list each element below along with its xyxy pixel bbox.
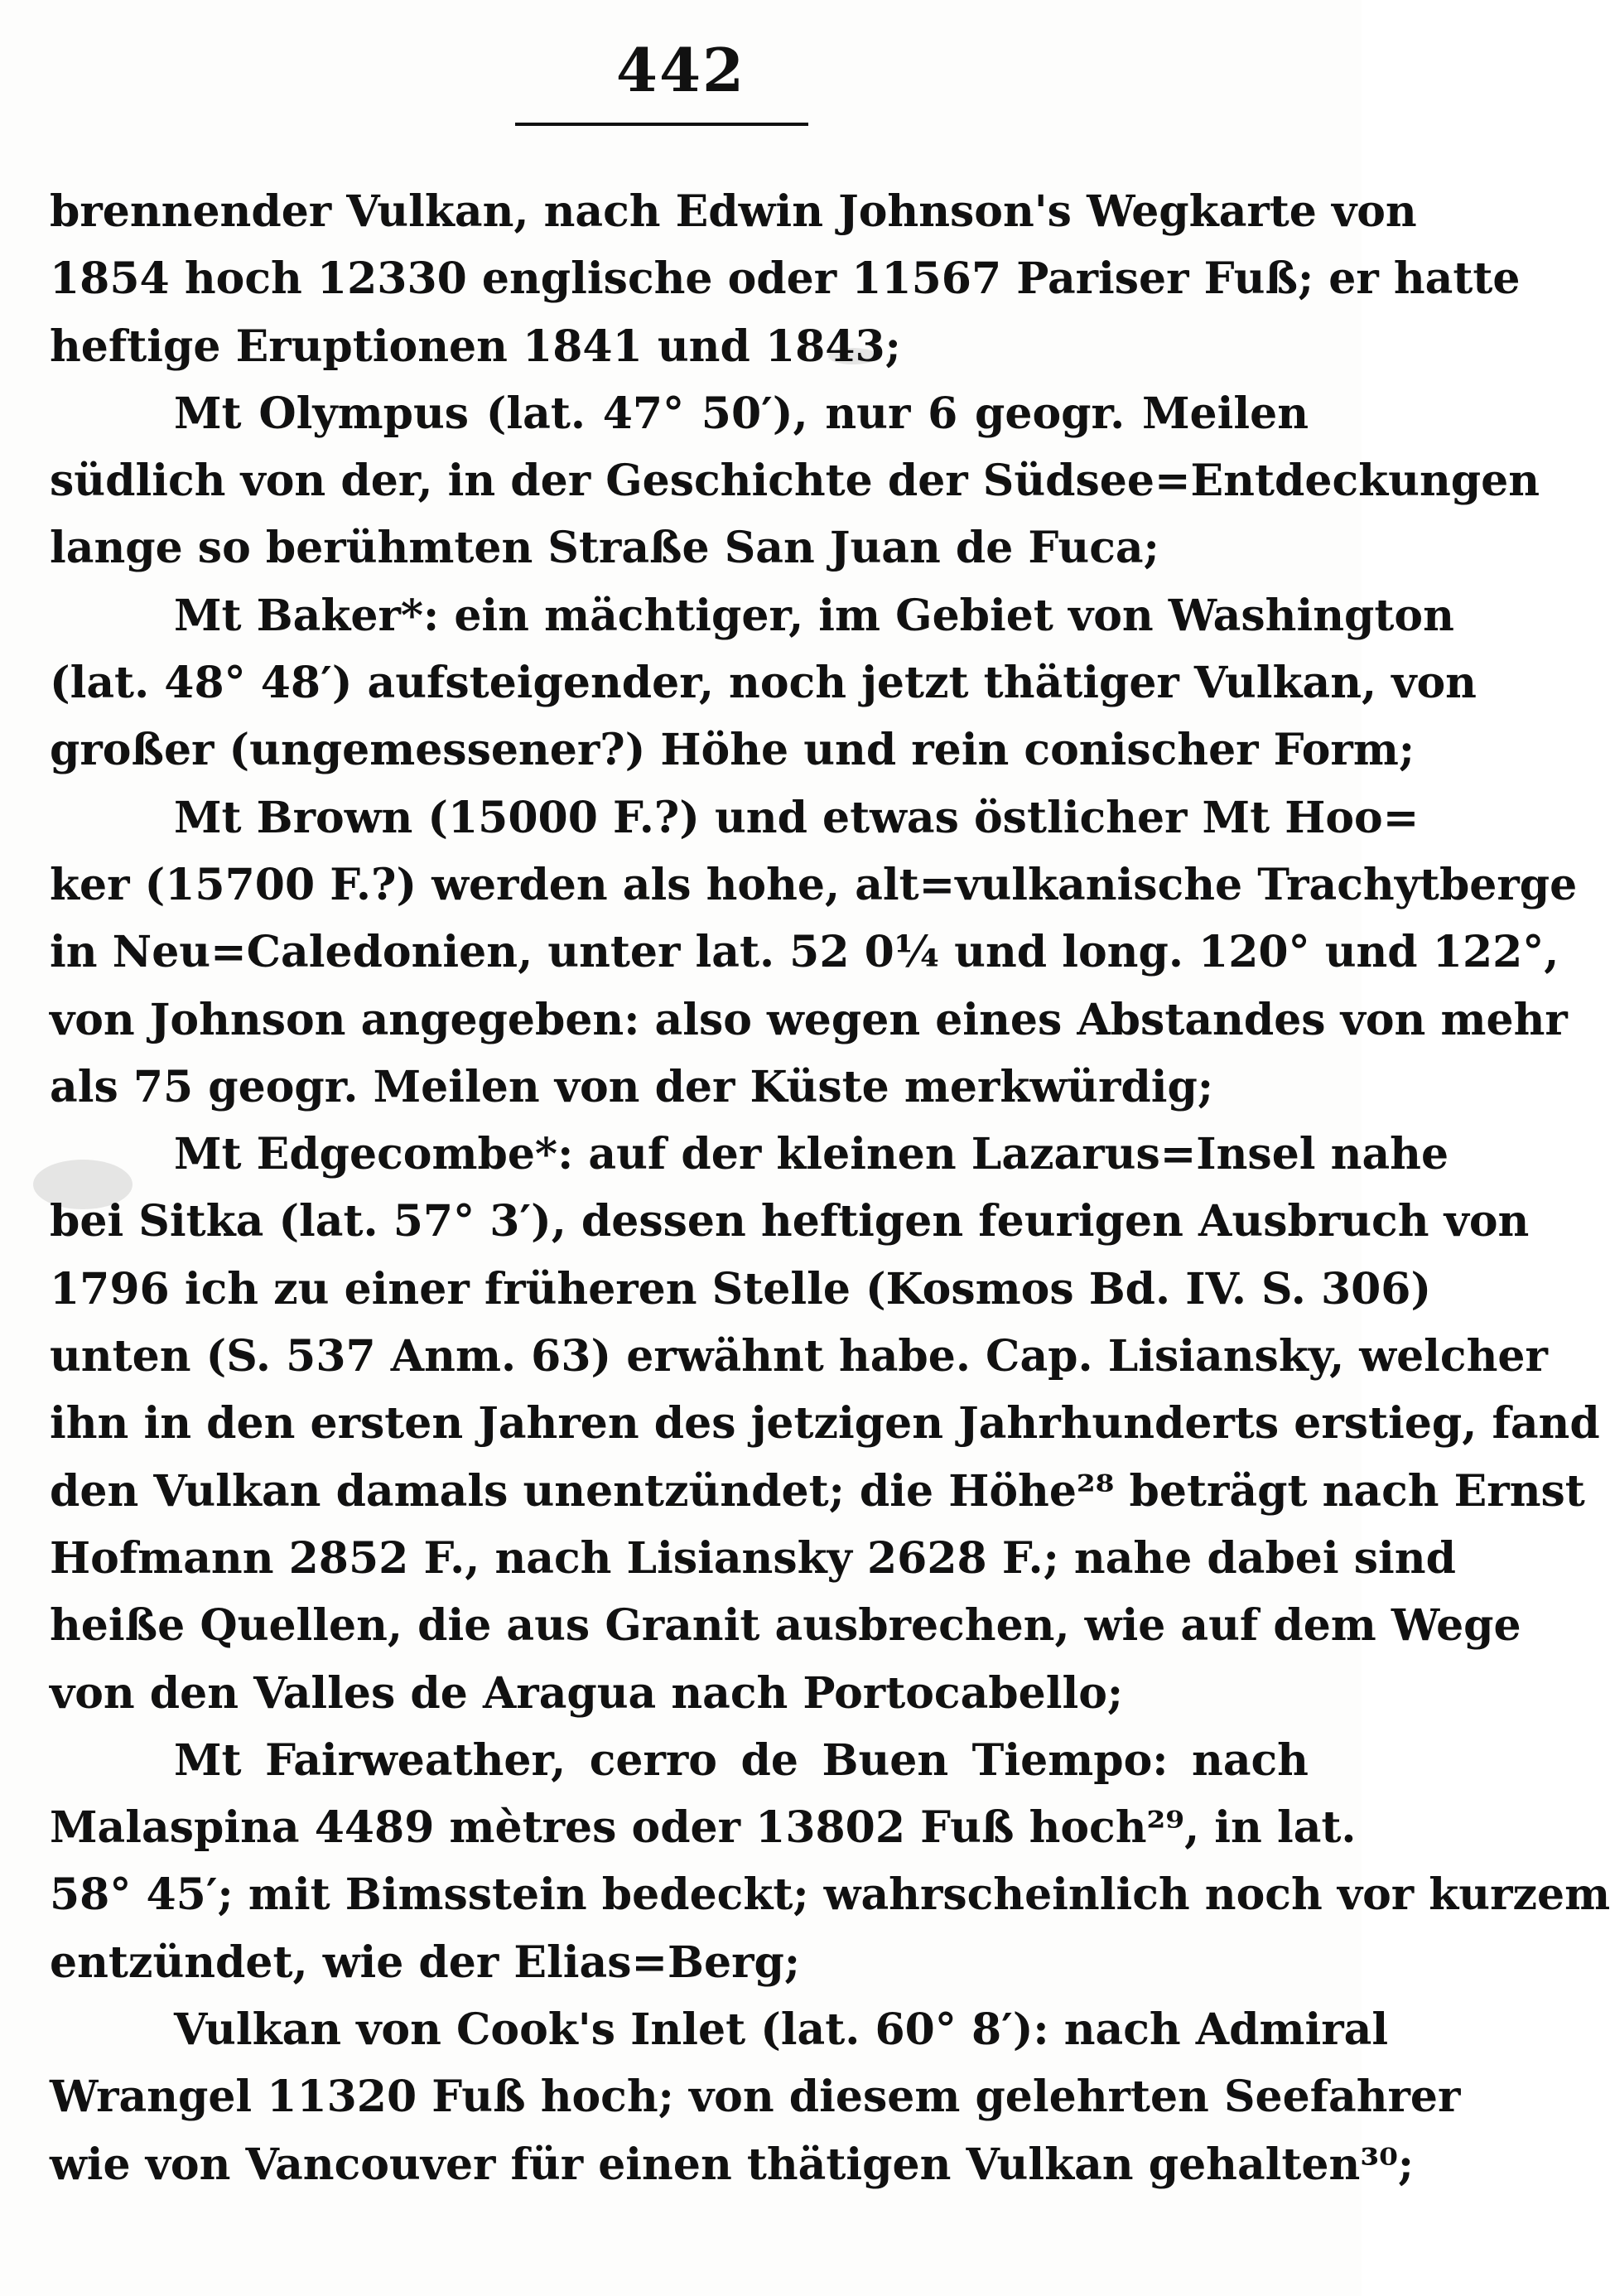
text-line: brennender Vulkan, nach Edwin Johnson's Wegkarte von xyxy=(50,186,1417,237)
text-line: wie von Vancouver für einen thätigen Vulkan gehalten³⁰; xyxy=(50,2139,1415,2190)
text-line: den Vulkan damals unentzündet; die Höhe²⁸ beträgt nach Ernst xyxy=(50,1465,1585,1517)
text-line: heiße Quellen, die aus Granit ausbrechen, wie auf dem Wege xyxy=(50,1600,1521,1652)
text-line: heftige Eruptionen 1841 und 1843; xyxy=(50,321,901,372)
text-line: unten (S. 537 Anm. 63) erwähnt habe. Cap. Lisiansky, welcher xyxy=(50,1331,1548,1382)
body-text xyxy=(50,178,1610,2198)
header-rule xyxy=(515,123,808,126)
text-line: 1854 hoch 12330 englische oder 11567 Pariser Fuß; er hatte xyxy=(50,253,1521,305)
text-line: bei Sitka (lat. 57° 3′), dessen heftigen feurigen Ausbruch von xyxy=(50,1196,1530,1247)
text-line: Mt Edgecombe*: auf der kleinen Lazarus=Insel nahe xyxy=(174,1129,1449,1180)
text-line: Mt Brown (15000 F.?) und etwas östlicher Mt Hoo= xyxy=(174,792,1420,843)
text-line: 58° 45′; mit Bimsstein bedeckt; wahrscheinlich noch vor kurzem xyxy=(50,1869,1610,1921)
text-line: lange so berühmten Straße San Juan de Fuca; xyxy=(50,523,1159,574)
text-line: 1796 ich zu einer früheren Stelle (Kosmos Bd. IV. S. 306) xyxy=(50,1263,1432,1314)
text-line: Vulkan von Cook's Inlet (lat. 60° 8′): nach Admiral xyxy=(174,2004,1389,2056)
text-line: als 75 geogr. Meilen von der Küste merkwürdig; xyxy=(50,1061,1214,1112)
text-line: Hofmann 2852 F., nach Lisiansky 2628 F.; nahe dabei sind xyxy=(50,1532,1456,1584)
text-line: (lat. 48° 48′) aufsteigender, noch jetzt thätiger Vulkan, von xyxy=(50,658,1477,709)
text-line: in Neu=Caledonien, unter lat. 52 0¼ und long. 120° und 122°, xyxy=(50,927,1559,978)
text-line: südlich von der, in der Geschichte der Südsee=Entdeckungen xyxy=(50,456,1540,507)
text-line: ker (15700 F.?) werden als hohe, alt=vulkanische Trachytberge xyxy=(50,859,1578,910)
page-number: 442 xyxy=(615,35,746,105)
text-line: großer (ungemessener?) Höhe und rein conischer Form; xyxy=(50,725,1415,776)
text-line: Wrangel 11320 Fuß hoch; von diesem gelehrten Seefahrer xyxy=(50,2072,1461,2123)
text-line: Mt Olympus (lat. 47° 50′), nur 6 geogr. Meilen xyxy=(174,388,1309,439)
text-line: Malaspina 4489 mètres oder 13802 Fuß hoch²⁹, in lat. xyxy=(50,1802,1357,1854)
text-line: ihn in den ersten Jahren des jetzigen Jahrhunderts erstieg, fand xyxy=(50,1398,1600,1449)
text-line: von den Valles de Aragua nach Portocabello; xyxy=(50,1667,1124,1719)
text-line: entzündet, wie der Elias=Berg; xyxy=(50,1937,801,1988)
text-line: von Johnson angegeben: also wegen eines Abstandes von mehr xyxy=(50,994,1568,1045)
text-line: Mt Fairweather, cerro de Buen Tiempo: nach xyxy=(174,1734,1309,1786)
text-line: Mt Baker*: ein mächtiger, im Gebiet von Washington xyxy=(174,590,1454,641)
